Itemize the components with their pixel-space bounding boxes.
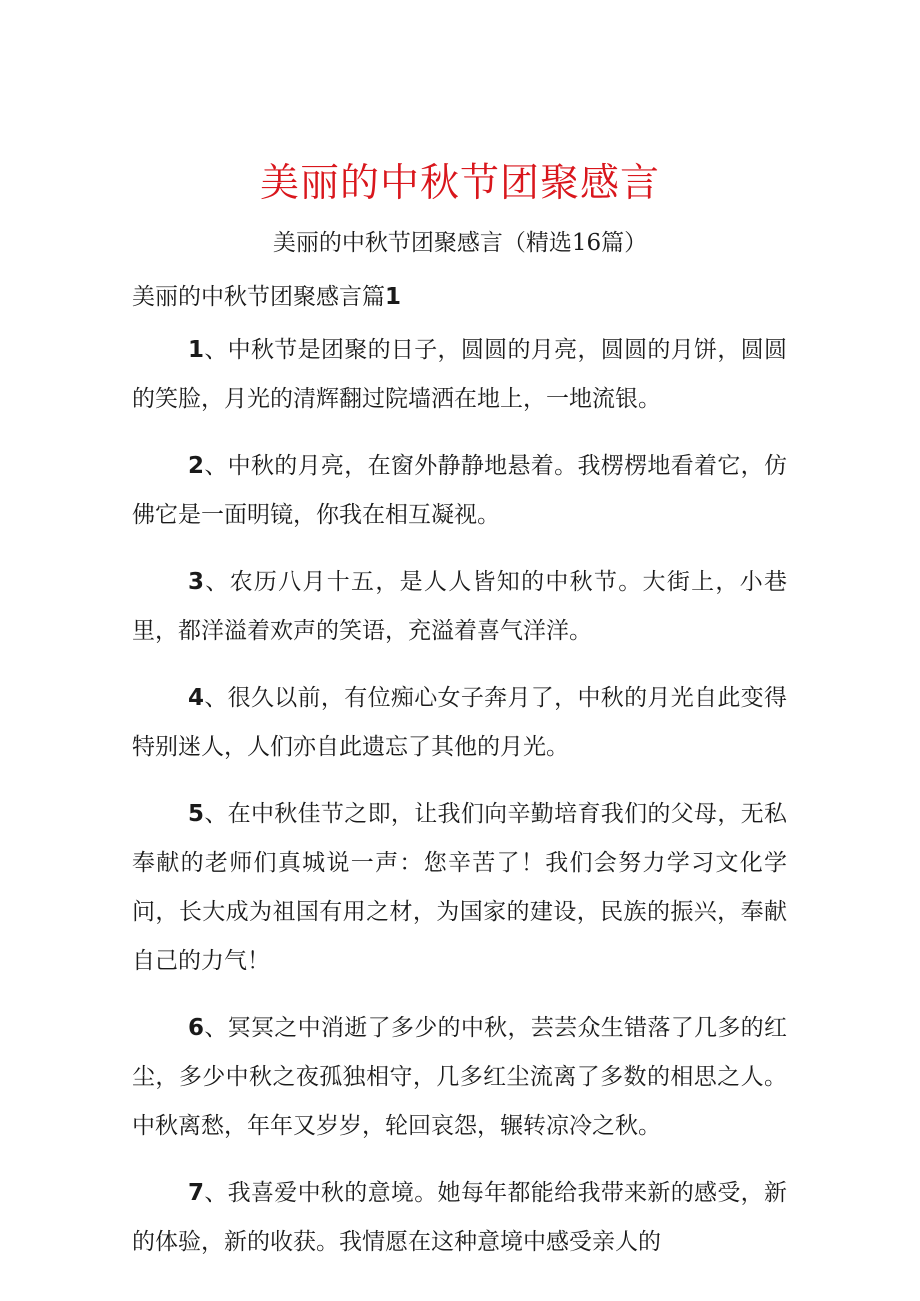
entry-text: 、农历八月十五，是人人皆知的中秋节。大街上，小巷里，都洋溢着欢声的笑语，充溢着喜气洋洋。 bbox=[132, 569, 787, 644]
entry-number: 2 bbox=[188, 453, 205, 479]
entry-paragraph bbox=[132, 326, 787, 424]
entry-text: 、中秋的月亮，在窗外静静地悬着。我楞楞地看着它，仿佛它是一面明镜，你我在相互凝视。 bbox=[132, 453, 787, 528]
entry-paragraph bbox=[132, 442, 787, 540]
entry-paragraph bbox=[132, 1169, 787, 1267]
entry-number: 3 bbox=[188, 569, 205, 595]
entry-paragraph bbox=[132, 790, 787, 986]
entry-paragraph bbox=[132, 558, 787, 656]
document-subtitle: 美丽的中秋节团聚感言（精选16篇） bbox=[272, 230, 648, 256]
entry-list bbox=[132, 326, 787, 1285]
entry-number: 1 bbox=[188, 337, 205, 363]
entry-number: 4 bbox=[188, 685, 205, 711]
section-heading bbox=[132, 280, 401, 314]
entry-text: 、在中秋佳节之即，让我们向辛勤培育我们的父母，无私奉献的老师们真城说一声：您辛苦了！我们会努力学习文化学问，长大成为祖国有用之材，为国家的建设，民族的振兴，奉献自己的力气！ bbox=[132, 801, 787, 974]
section-heading-text: 美丽的中秋节团聚感言篇 bbox=[132, 284, 385, 310]
entry-text: 、很久以前，有位痴心女子奔月了，中秋的月光自此变得特别迷人，人们亦自此遗忘了其他的月光。 bbox=[132, 685, 787, 760]
entry-number: 5 bbox=[188, 801, 205, 827]
entry-text: 、冥冥之中消逝了多少的中秋，芸芸众生错落了几多的红尘，多少中秋之夜孤独相守，几多红尘流离了多数的相思之人。中秋离愁，年年又岁岁，轮回哀怨，辗转凉冷之秋。 bbox=[132, 1015, 787, 1139]
entry-number: 6 bbox=[188, 1015, 205, 1041]
entry-text: 、中秋节是团聚的日子，圆圆的月亮，圆圆的月饼，圆圆的笑脸，月光的清辉翻过院墙洒在地上，一地流银。 bbox=[132, 337, 787, 412]
document-title: 美丽的中秋节团聚感言 bbox=[259, 161, 660, 206]
section-heading-number: 1 bbox=[385, 284, 402, 310]
entry-text: 、我喜爱中秋的意境。她每年都能给我带来新的感受，新的体验，新的收获。我情愿在这种意境中感受亲人的 bbox=[132, 1180, 787, 1255]
entry-paragraph bbox=[132, 674, 787, 772]
entry-paragraph bbox=[132, 1004, 787, 1151]
entry-number: 7 bbox=[188, 1180, 205, 1206]
